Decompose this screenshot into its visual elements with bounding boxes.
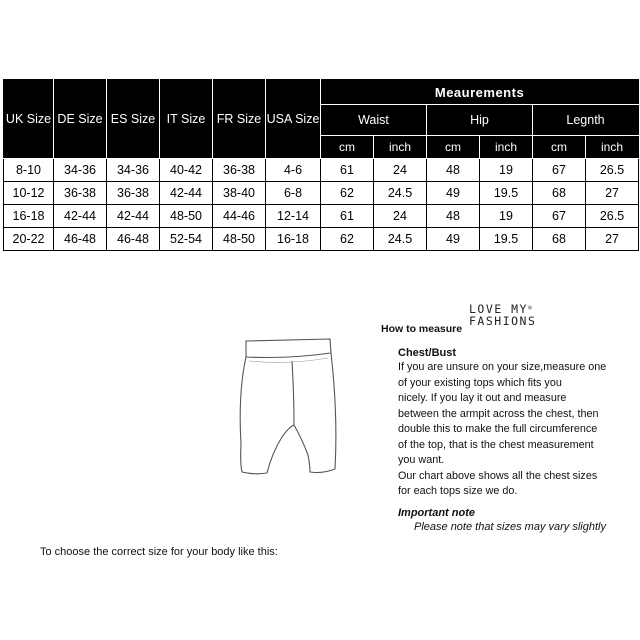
unit-cm: cm xyxy=(321,136,374,159)
table-cell: 52-54 xyxy=(160,228,213,251)
col-header-it: IT Size xyxy=(160,80,213,159)
table-cell: 42-44 xyxy=(107,205,160,228)
chest-text-line: for each tops size we do. xyxy=(398,485,518,497)
table-cell: 19.5 xyxy=(480,228,533,251)
important-note-text: Please note that sizes may vary slightly xyxy=(414,521,606,533)
table-cell: 68 xyxy=(533,182,586,205)
chest-text-line: double this to make the full circumference xyxy=(398,423,598,435)
table-cell: 34-36 xyxy=(107,159,160,182)
table-cell: 24.5 xyxy=(374,228,427,251)
table-cell: 16-18 xyxy=(4,205,54,228)
table-cell: 46-48 xyxy=(54,228,107,251)
table-cell: 19 xyxy=(480,159,533,182)
table-cell: 4-6 xyxy=(266,159,321,182)
table-cell: 38-40 xyxy=(213,182,266,205)
table-cell: 6-8 xyxy=(266,182,321,205)
table-row xyxy=(4,159,639,182)
table-cell: 67 xyxy=(533,205,586,228)
chest-text-line: Our chart above shows all the chest sizes xyxy=(398,469,598,482)
table-cell: 40-42 xyxy=(160,159,213,182)
logo-line2: FASHIONS xyxy=(469,314,537,328)
table-cell: 19 xyxy=(480,205,533,228)
table-cell: 44-46 xyxy=(213,205,266,228)
col-header-fr: FR Size xyxy=(213,80,266,159)
chest-text-line: If you are unsure on your size,measure one xyxy=(398,361,607,373)
size-table-body xyxy=(4,159,639,251)
col-header-uk: UK Size xyxy=(4,80,54,159)
unit-inch: inch xyxy=(374,136,427,159)
group-waist: Waist xyxy=(321,105,427,136)
table-cell: 67 xyxy=(533,159,586,182)
table-row xyxy=(4,205,639,228)
unit-inch: inch xyxy=(480,136,533,159)
group-hip: Hip xyxy=(427,105,533,136)
table-cell: 27 xyxy=(586,182,639,205)
pants-illustration-icon xyxy=(232,335,352,477)
table-cell: 61 xyxy=(321,159,374,182)
table-cell: 24 xyxy=(374,205,427,228)
table-row xyxy=(4,182,639,205)
col-header-usa: USA Size xyxy=(266,80,321,159)
table-cell: 24 xyxy=(374,159,427,182)
table-cell: 34-36 xyxy=(54,159,107,182)
table-cell: 27 xyxy=(586,228,639,251)
table-cell: 68 xyxy=(533,228,586,251)
table-cell: 36-38 xyxy=(213,159,266,182)
table-cell: 24.5 xyxy=(374,182,427,205)
measurements-header: Meaurements xyxy=(321,80,639,105)
size-chart-table xyxy=(3,79,639,251)
col-header-de: DE Size xyxy=(54,80,107,159)
table-cell: 48 xyxy=(427,159,480,182)
important-note-heading: Important note xyxy=(398,507,475,519)
table-cell: 48 xyxy=(427,205,480,228)
unit-cm: cm xyxy=(533,136,586,159)
table-cell: 49 xyxy=(427,182,480,205)
registered-mark: ® xyxy=(527,305,532,312)
unit-inch: inch xyxy=(586,136,639,159)
table-cell: 62 xyxy=(321,182,374,205)
chest-text-line: of the top, that is the chest measurement xyxy=(398,438,594,451)
table-cell: 20-22 xyxy=(4,228,54,251)
group-length: Legnth xyxy=(533,105,639,136)
table-cell: 42-44 xyxy=(54,205,107,228)
table-cell: 16-18 xyxy=(266,228,321,251)
table-cell: 62 xyxy=(321,228,374,251)
table-cell: 46-48 xyxy=(107,228,160,251)
logo-line1: LOVE MY xyxy=(469,302,528,316)
table-cell: 36-38 xyxy=(107,182,160,205)
how-to-measure-heading: How to measure xyxy=(381,323,463,335)
table-cell: 19.5 xyxy=(480,182,533,205)
chest-bust-text xyxy=(398,360,613,500)
unit-cm: cm xyxy=(427,136,480,159)
chest-text-line: of your existing tops which fits you xyxy=(398,376,562,389)
table-cell: 42-44 xyxy=(160,182,213,205)
table-cell: 26.5 xyxy=(586,159,639,182)
table-cell: 10-12 xyxy=(4,182,54,205)
choose-size-instruction: To choose the correct size for your body like this: xyxy=(40,546,278,558)
table-cell: 49 xyxy=(427,228,480,251)
chest-text-line: you want. xyxy=(398,454,445,466)
table-row xyxy=(4,228,639,251)
table-cell: 36-38 xyxy=(54,182,107,205)
table-cell: 61 xyxy=(321,205,374,228)
chest-bust-heading: Chest/Bust xyxy=(398,347,457,359)
table-cell: 12-14 xyxy=(266,205,321,228)
table-cell: 48-50 xyxy=(160,205,213,228)
table-cell: 48-50 xyxy=(213,228,266,251)
chest-text-line: between the armpit across the chest, then xyxy=(398,407,599,420)
col-header-es: ES Size xyxy=(107,80,160,159)
brand-logo xyxy=(469,303,536,327)
table-cell: 8-10 xyxy=(4,159,54,182)
table-cell: 26.5 xyxy=(586,205,639,228)
chest-text-line: nicely. If you lay it out and measure xyxy=(398,392,567,404)
